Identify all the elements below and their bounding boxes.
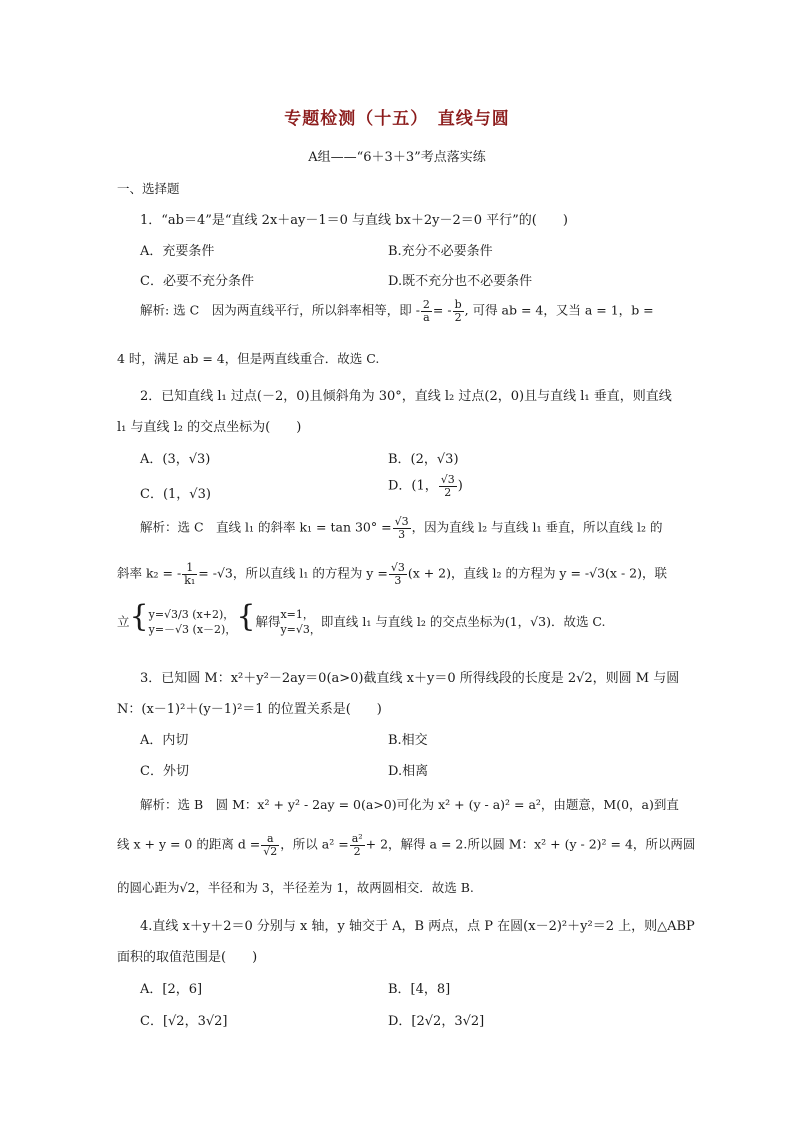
question-3-option-b: B.相交 bbox=[388, 733, 428, 748]
question-4-option-c: C．[√2，3√2] bbox=[140, 1014, 228, 1029]
equation-system bbox=[149, 608, 237, 638]
solution-text: 解析: 选 C 因为两直线平行，所以斜率相等，即 - bbox=[140, 302, 420, 318]
fraction-numerator: 2 bbox=[422, 298, 430, 311]
solution-text: ，所以 a² = bbox=[280, 836, 349, 852]
fraction-denominator: 2 bbox=[454, 310, 462, 324]
fraction-numerator: √3 bbox=[440, 473, 455, 486]
equation-system bbox=[280, 608, 320, 638]
question-2-stem-line-2: l₁ 与直线 l₂ 的交点坐标为( ) bbox=[117, 420, 302, 435]
option-text: ) bbox=[457, 478, 463, 494]
fraction bbox=[439, 474, 457, 498]
equation-line: y=√3/3 (x+2)， bbox=[148, 607, 235, 621]
fraction-numerator: 1 bbox=[182, 562, 197, 575]
solution-text: + 2，解得 a = 2.所以圆 M：x² + (y - 2)² = 4，所以两圆 bbox=[365, 836, 696, 852]
question-2-option-d bbox=[388, 474, 463, 498]
fraction-denominator: a bbox=[423, 310, 430, 324]
fraction-numerator: a² bbox=[351, 832, 363, 845]
question-3-solution-line-3: 的圆心距为√2，半径和为 3，半径差为 1，故两圆相交．故选 B. bbox=[117, 880, 474, 895]
fraction-numerator: √3 bbox=[394, 515, 409, 528]
question-2-stem-line-1: 2．已知直线 l₁ 过点(－2，0)且倾斜角为 30°，直线 l₂ 过点(2，0)且与直线 l₁ 垂直，则直线 bbox=[140, 389, 672, 404]
solution-text: 即直线 l₁ 与直线 l₂ 的交点坐标为(1，√3)．故选 C. bbox=[320, 614, 606, 629]
equation-line: y=－√3 (x－2)， bbox=[148, 622, 237, 636]
left-brace: { bbox=[236, 599, 256, 634]
fraction-denominator: 2 bbox=[444, 485, 452, 499]
question-2-option-b: B．(2，√3) bbox=[388, 452, 459, 467]
fraction bbox=[393, 516, 411, 540]
question-3-option-d: D.相离 bbox=[388, 764, 429, 779]
fraction-numerator: √3 bbox=[390, 561, 405, 574]
solution-text: 立 bbox=[117, 614, 130, 629]
question-2-option-c: C．(1，√3) bbox=[140, 487, 211, 502]
solution-text: ，因为直线 l₂ 与直线 l₁ 垂直，所以直线 l₂ 的 bbox=[411, 519, 663, 535]
fraction-denominator: 3 bbox=[394, 573, 402, 587]
section-subtitle: A组——“6＋3＋3”考点落实练 bbox=[308, 150, 486, 165]
question-3-option-c: C．外切 bbox=[140, 764, 189, 779]
question-3-stem-line-2: N：(x－1)²＋(y－1)²＝1 的位置关系是( ) bbox=[117, 702, 382, 717]
fraction-denominator: 2 bbox=[353, 844, 361, 858]
question-1-option-c: C．必要不充分条件 bbox=[140, 274, 254, 289]
question-4-stem-line-1: 4.直线 x＋y＋2＝0 分别与 x 轴，y 轴交于 A，B 两点，点 P 在圆(x－2)²＋y²＝2 上，则△ABP bbox=[140, 919, 695, 934]
fraction-denominator: 3 bbox=[398, 527, 406, 541]
section-heading: 一、选择题 bbox=[117, 181, 180, 196]
fraction bbox=[453, 299, 464, 323]
equation-line: x=1， bbox=[280, 607, 314, 621]
question-1-option-a: A．充要条件 bbox=[140, 244, 215, 259]
fraction-numerator: b bbox=[454, 298, 462, 311]
question-1-solution-line-1 bbox=[140, 299, 654, 323]
option-text: D．(1， bbox=[388, 478, 438, 494]
question-2-solution-line-2 bbox=[117, 562, 667, 586]
fraction-numerator: a bbox=[261, 833, 279, 846]
question-1-option-b: B.充分不必要条件 bbox=[388, 244, 493, 259]
question-2-option-a: A．(3，√3) bbox=[140, 452, 211, 467]
solution-text: (x + 2)，直线 l₂ 的方程为 y = -√3(x - 2)，联 bbox=[407, 565, 667, 581]
question-3-solution-line-2 bbox=[117, 833, 695, 857]
solution-text: 解析：选 C 直线 l₁ 的斜率 k₁ = tan 30° = bbox=[140, 519, 392, 535]
fraction-denominator: √2 bbox=[263, 844, 278, 858]
fraction-denominator: k₁ bbox=[184, 573, 196, 587]
solution-text: 解得 bbox=[255, 614, 281, 629]
question-4-option-d: D．[2√2，3√2] bbox=[388, 1014, 485, 1029]
question-4-stem-line-2: 面积的取值范围是( ) bbox=[117, 950, 258, 965]
fraction bbox=[421, 299, 432, 323]
solution-text: = -√3，所以直线 l₁ 的方程为 y = bbox=[198, 565, 388, 581]
left-brace: { bbox=[129, 599, 149, 634]
question-3-option-a: A．内切 bbox=[140, 733, 189, 748]
question-2-solution-line-1 bbox=[140, 516, 662, 540]
equation-line: y=√3， bbox=[280, 622, 321, 636]
question-4-option-b: B．[4，8] bbox=[388, 982, 451, 997]
fraction bbox=[182, 562, 197, 586]
page-title: 专题检测（十五） 直线与圆 bbox=[284, 109, 510, 129]
solution-text: 斜率 k₂ = - bbox=[117, 565, 182, 581]
question-3-solution-line-1: 解析：选 B 圆 M：x² + y² - 2ay = 0(a>0)可化为 x² + (y - a)² = a²，由题意，M(0，a)到直 bbox=[140, 797, 679, 812]
fraction bbox=[350, 833, 365, 857]
question-1-stem: 1．“ab＝4”是“直线 2x＋ay－1＝0 与直线 bx＋2y－2＝0 平行”的( ) bbox=[140, 213, 568, 228]
fraction bbox=[389, 562, 407, 586]
solution-text: 线 x + y = 0 的距离 d = bbox=[117, 836, 261, 852]
question-1-solution-line-2: 4 时，满足 ab = 4，但是两直线重合．故选 C. bbox=[117, 351, 380, 366]
question-1-option-d: D.既不充分也不必要条件 bbox=[388, 274, 533, 289]
solution-text: , 可得 ab = 4，又当 a = 1，b = bbox=[464, 302, 654, 318]
fraction bbox=[261, 833, 279, 857]
question-4-option-a: A．[2，6] bbox=[140, 982, 203, 997]
question-3-stem-line-1: 3．已知圆 M：x²＋y²－2ay＝0(a>0)截直线 x＋y＝0 所得线段的长度是 2√2，则圆 M 与圆 bbox=[140, 671, 680, 686]
question-2-solution-line-3 bbox=[117, 599, 606, 637]
solution-text: = - bbox=[432, 302, 452, 318]
